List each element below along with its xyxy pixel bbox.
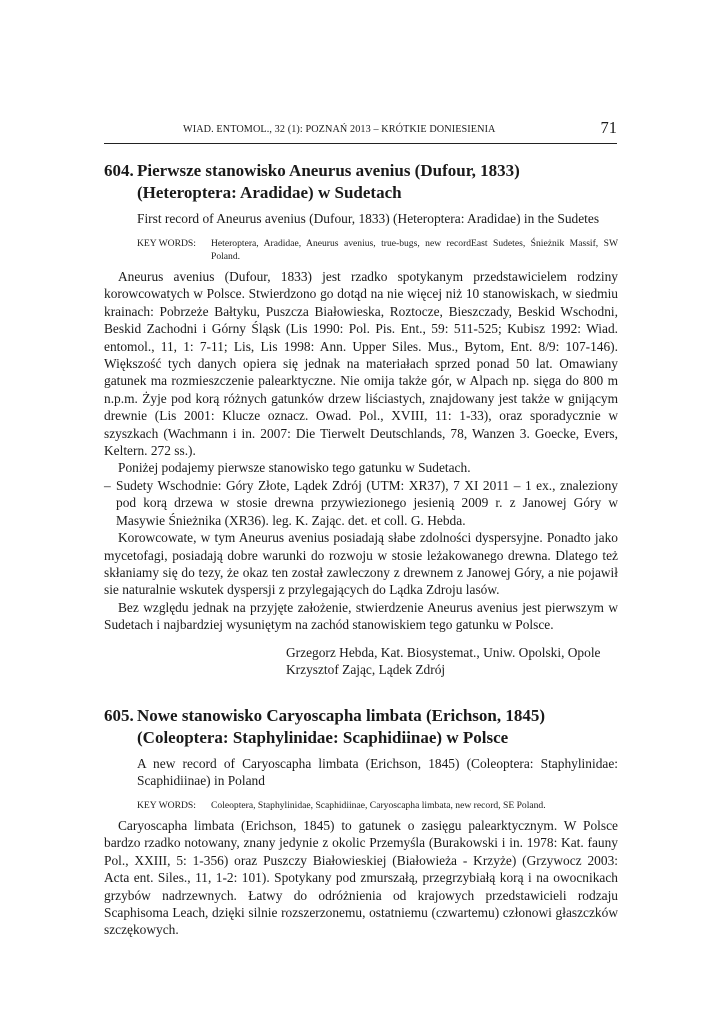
article-604 (104, 160, 618, 678)
paragraph: Aneurus avenius (Dufour, 1833) jest rzadko spotykanym przedstawicielem rodziny korowcowatych w Polsce. Stwierdzono go dotąd na nie więcej niż 10 stanowiskach, w siedmiu krainach: Pobrzeże Bałtyku, Puszcza Białowieska, Roztocze, Bieszczady, Beskid Wschodni, Beskid Zachodni i Górny Śląsk (Lis 1990: Pol. Pis. Ent., 59: 511-525; Kubisz 1992: Wiad. entomol., 11, 1: 7-11; Lis, Lis 1998: Ann. Upper Siles. Mus., Bytom, Ent. 8/9: 107-146). Większość tych danych opiera się jednak na materiałach sprzed ponad 50 lat. Omawiany gatunek ma rozmieszczenie palearktyczne. Nie omija także gór, w Alpach np. sięga do 800 m n.p.m. Żyje pod korą różnych gatunków drzew liściastych, znajdowany jest także w gnijącym drewnie (Lis 2001: Klucze oznacz. Owad. Pol., XVIII, 11: 1-33), oraz sporadycznie w szyszkach (Wachmann i in. 2007: Die Tierwelt Deutschlands, 78, Wanzen 3. Goecke, Evers, Keltern. 272 ss.). (104, 269, 618, 459)
record-item: – Sudety Wschodnie: Góry Złote, Lądek Zdrój (UTM: XR37), 7 XI 2011 – 1 ex., znaleziony pod korą drzewa w stosie drewna przywiezionego jesienią 2009 r. z Janowej Góry w Masywie Śnieżnika (XR36). leg. K. Zając. det. et coll. G. Hebda. (104, 477, 618, 528)
keywords (137, 799, 618, 812)
keywords-text: Heteroptera, Aradidae, Aneurus avenius, true-bugs, new recordEast Sudetes, Śnieżnik Massif, SW Poland. (211, 238, 618, 262)
paragraph: Caryoscapha limbata (Erichson, 1845) to gatunek o zasięgu palearktycznym. W Polsce bardzo rzadko notowany, znany jedynie z okolic Przemyśla (Burakowski i in. 1978: Kat. fauny Pol., XXIII, 5: 1-356) oraz Puszczy Białowieskiej (Białowieża - Krzyże) (Grzywocz 2003: Acta ent. Siles., 11, 1-2: 101). Spotykany pod zmurszałą, przegrzybiałą korą i na owocnikach grzybów nadrzewnych. Łatwy do odróżnienia od krajowych przedstawicieli rodzaju Scaphisoma Leach, dzięki silnie rozszerzonemu, ostatniemu (czwartemu) członowi głaszczków szczękowych. (104, 818, 618, 938)
record-text: Sudety Wschodnie: Góry Złote, Lądek Zdrój (UTM: XR37), 7 XI 2011 – 1 ex., znaleziony pod korą drzewa w stosie drewna przywiezionego jesienią 2009 r. z Janowej Góry w Masywie Śnieżnika (XR36). leg. K. Zając. det. et coll. G. Hebda. (116, 477, 618, 528)
paragraph: Bez względu jednak na przyjęte założenie, stwierdzenie Aneurus avenius jest pierwszym w Sudetach i najbardziej wysuniętym na zachód stanowiskiem tego gatunku w Polsce. (104, 599, 618, 633)
page-number: 71 (600, 118, 617, 137)
article-title (104, 705, 618, 749)
article-605 (104, 705, 618, 939)
paragraph: Poniżej podajemy pierwsze stanowisko tego gatunku w Sudetach. (118, 460, 471, 476)
header-rule (104, 143, 617, 144)
article-title (104, 160, 618, 204)
keywords-label: KEY WORDS: (137, 238, 196, 249)
paragraph: Korowcowate, w tym Aneurus avenius posiadają słabe zdolności dyspersyjne. Ponadto jako mycetofagi, posiadają dobre warunki do rozwoju w stosie leżakowanego drewna. Dlatego też skłaniamy się do tezy, że okaz ten został zawleczony z drewnem z Janowej Góry, a nie pojawił sie naturalnie wskutek dyspersji z przylegających do Lądka Zdroju lasów. (104, 530, 618, 598)
english-title: First record of Aneurus avenius (Dufour, 1833) (Heteroptera: Aradidae) in the Sudetes (137, 211, 600, 226)
article-number: 604. (104, 161, 134, 180)
article-number: 605. (104, 706, 134, 725)
article-body (104, 817, 618, 939)
article-title-text: Nowe stanowisko Caryoscapha limbata (Erichson, 1845) (Coleoptera: Staphylinidae: Scaphidiinae) w Polsce (137, 706, 546, 747)
article-body (104, 268, 618, 634)
running-head (0, 118, 721, 144)
authors (104, 644, 618, 679)
english-title: A new record of Caryoscapha limbata (Erichson, 1845) (Coleoptera: Staphylinidae: Scaphidiinae) in Poland (137, 756, 618, 788)
article-title-text: Pierwsze stanowisko Aneurus avenius (Dufour, 1833) (Heteroptera: Aradidae) w Sudetach (137, 161, 520, 202)
keywords-text: Coleoptera, Staphylinidae, Scaphidiinae, Caryoscapha limbata, new record, SE Poland. (211, 800, 546, 811)
author-line: Grzegorz Hebda, Kat. Biosystemat., Uniw. Opolski, Opole (286, 644, 601, 660)
running-head-text: WIAD. ENTOMOL., 32 (1): POZNAŃ 2013 – KRÓTKIE DONIESIENIA (183, 124, 496, 135)
keywords (137, 237, 618, 263)
author-line: Krzysztof Zając, Lądek Zdrój (286, 661, 446, 677)
keywords-label: KEY WORDS: (137, 800, 196, 811)
